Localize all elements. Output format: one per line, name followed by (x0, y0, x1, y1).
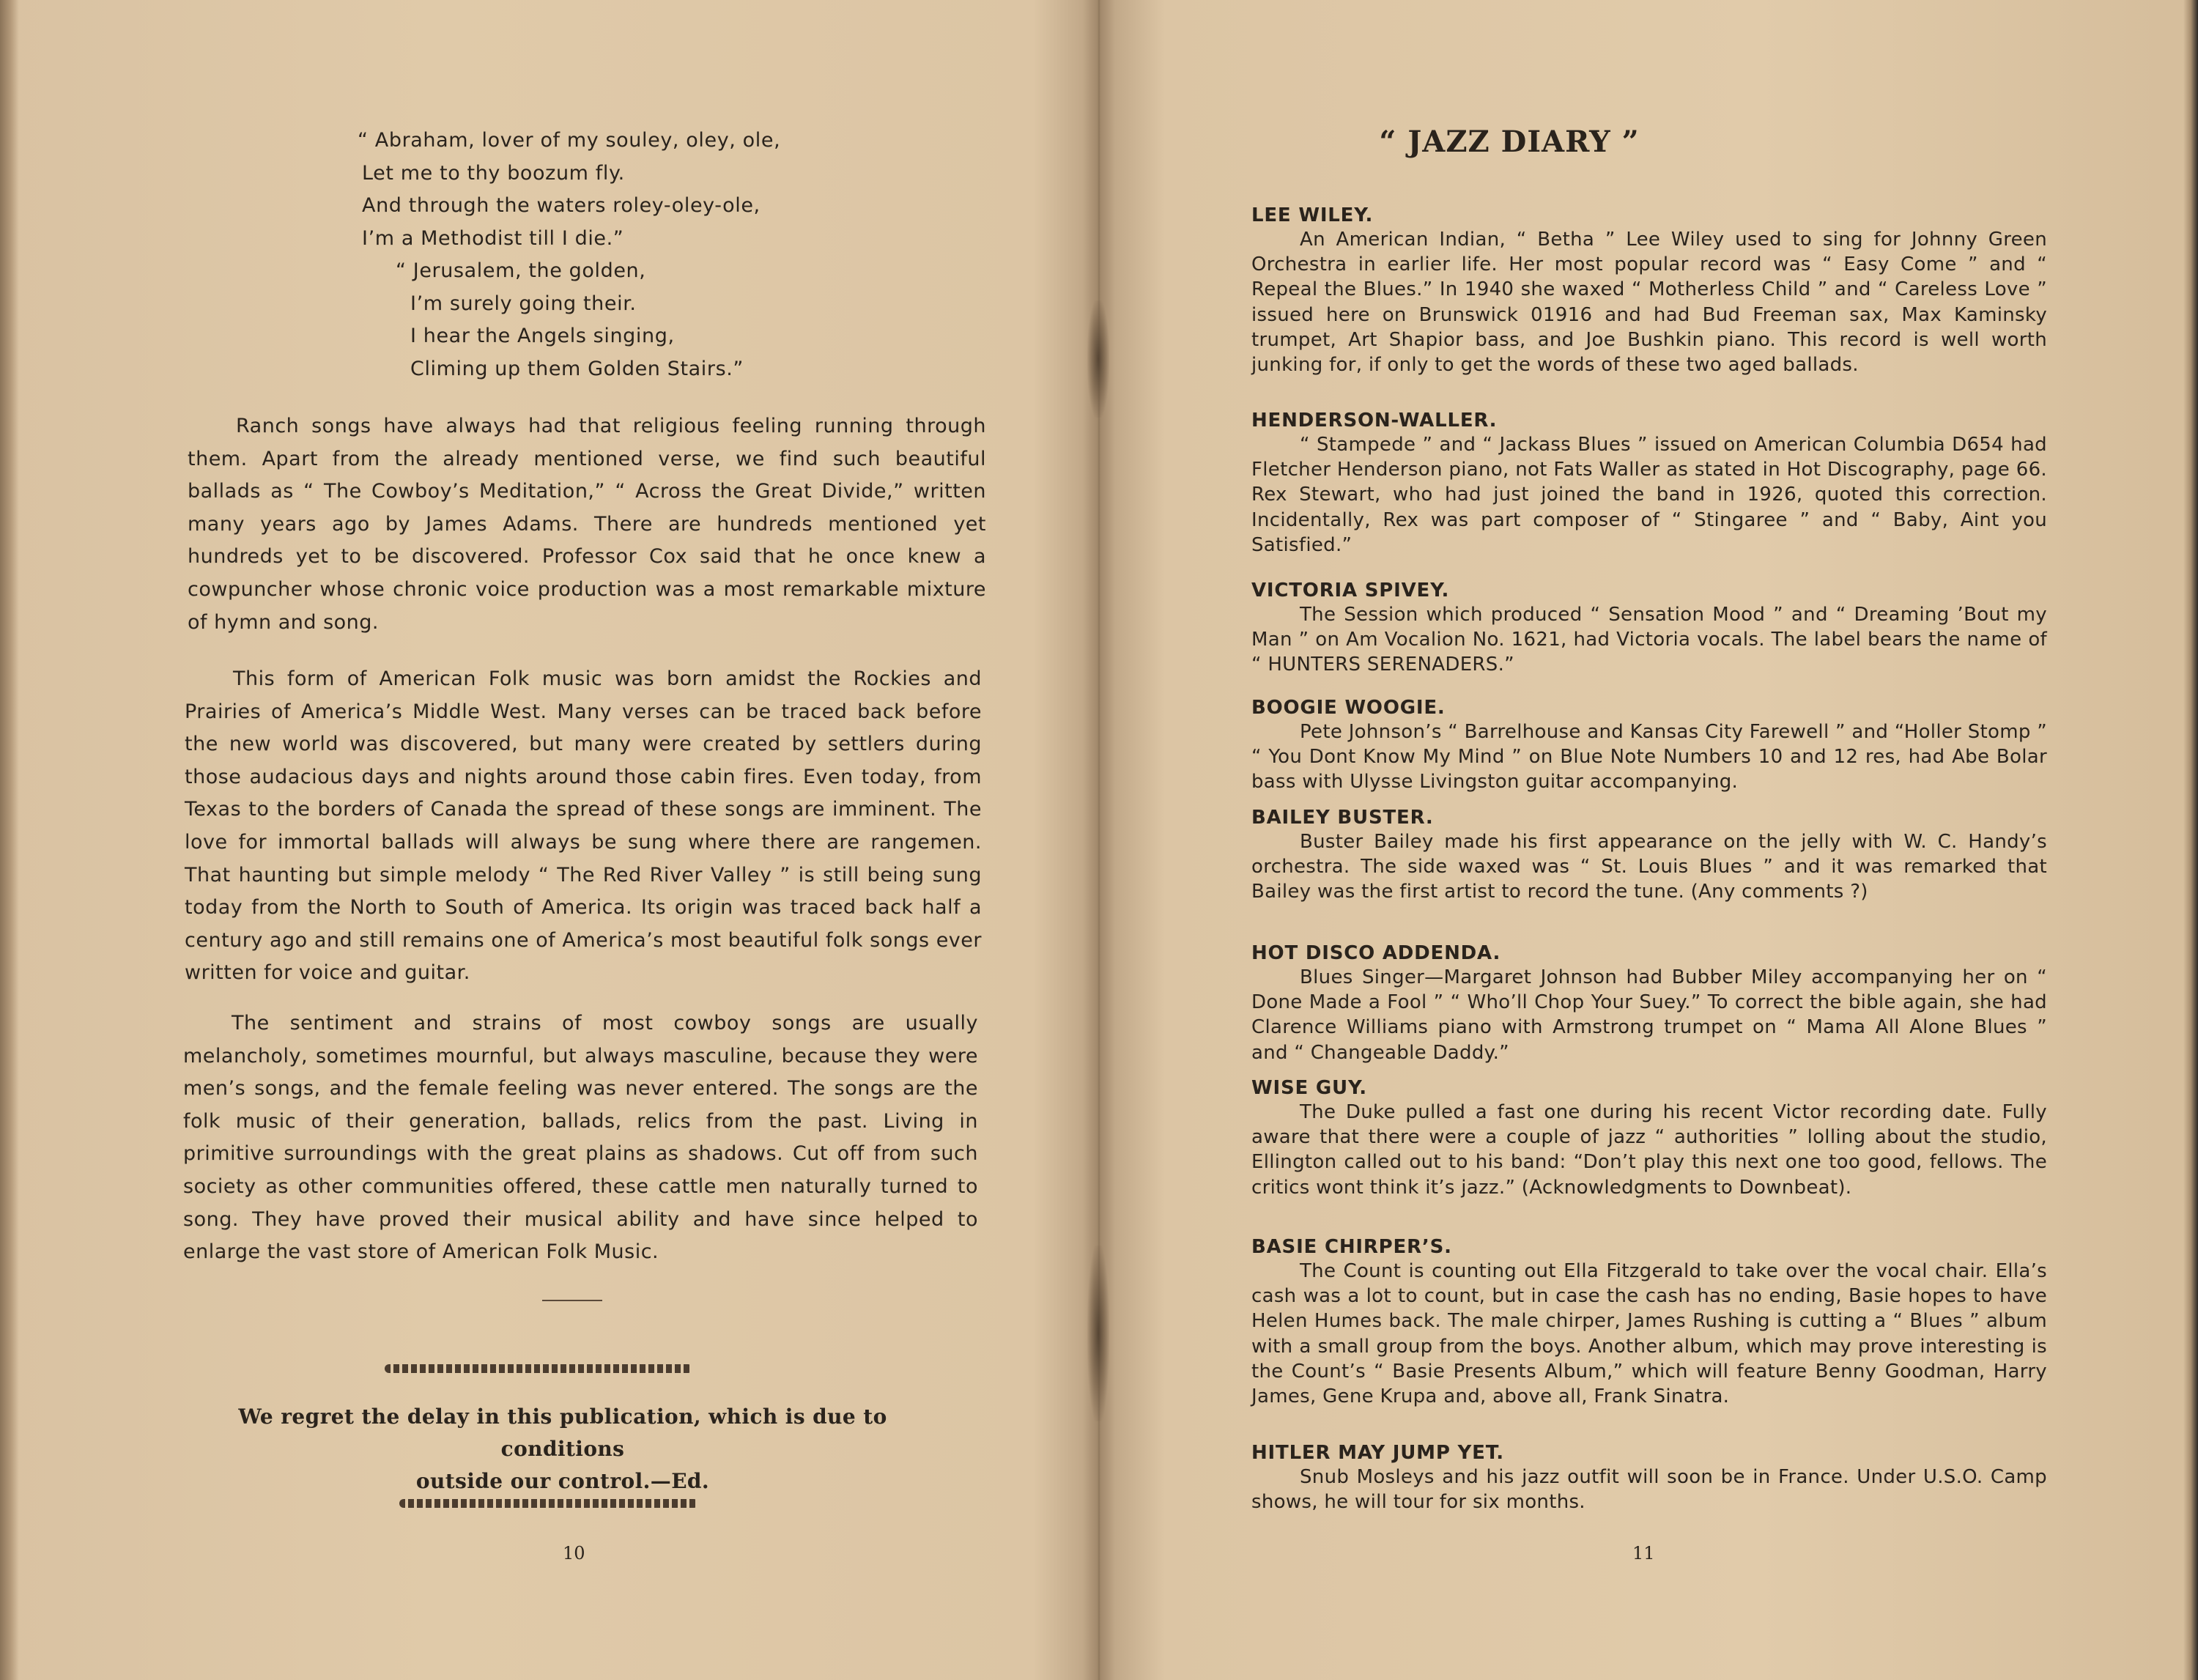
paragraph-text: This form of American Folk music was born amidst the Rockies and Prairies of America’s Middle West. Many verses can be traced back before the new world was discovered, but many were created by settlers during those audacious days and nights around those cabin fires. Even today, from Texas to the borders of Canada the spread of these songs are imminent. The love for immortal ballads will always be sung where there are rangemen. That haunting but simple melody “ The Red River Valley ” is still being sung today from the North to South of America. Its origin was traced back half a century ago and still remains one of America’s most beautiful folk songs ever written for voice and guitar. (185, 667, 982, 985)
diary-entry (1251, 1235, 2047, 1409)
entry-heading: HITLER MAY JUMP YET. (1251, 1442, 1504, 1464)
paragraph-text: The sentiment and strains of most cowboy songs are usually melancholy, sometimes mournful, but always masculine, because they were men’s songs, and the female feeling was never entered. The songs are the folk music of their generation, ballads, relics from the past. Living in primitive surroundings with the great plains as shadows. Cut off from such society as other communities offered, these cattle men naturally turned to song. They have proved their musical ability and have since helped to enlarge the vast store of American Folk Music. (183, 1012, 978, 1264)
entry-heading: VICTORIA SPIVEY. (1251, 580, 1450, 602)
notice-line: outside our control.—Ed. (415, 1469, 710, 1493)
entry-body: An American Indian, “ Betha ” Lee Wiley used to sing for Johnny Green Orchestra in earlier life. Her most popular record was “ Easy Come ” and “ Repeal the Blues.” In 1940 she waxed “ Motherless Child ” and “ Careless Love ” issued here on Brunswick 01916 and had Bud Freeman sax, Max Kaminsky trumpet, Art Shapior bass, and Joe Bushkin piano. This record is well worth junking for, if only to get the words of these two aged ballads. (1251, 229, 2047, 377)
diary-entry (1251, 806, 2047, 905)
entry-heading: HOT DISCO ADDENDA. (1251, 942, 1501, 964)
entry-heading: HENDERSON-WALLER. (1251, 410, 1498, 432)
paragraph-folk-music (185, 663, 982, 990)
entry-heading: BAILEY BUSTER. (1251, 807, 1434, 829)
entry-body: Pete Johnson’s “ Barrelhouse and Kansas City Farewell ” and “Holler Stomp ” “ You Dont Know My Mind ” on Blue Note Numbers 10 and 12 res, had Abe Bolar bass with Ulysse Livingston guitar accompanying. (1251, 721, 2047, 793)
diary-entry (1251, 409, 2047, 558)
poem-line: “ Jerusalem, the golden, (396, 259, 646, 282)
paragraph-sentiment (183, 1007, 978, 1269)
entry-body: The Duke pulled a fast one during his recent Victor recording date. Fully aware that there were a couple of jazz “ authorities ” lolling about the studio, Ellington called out to his band: “Don’t play this next one too good, fellows. The critics wont think it’s jazz.” (Acknowledgments to Downbeat). (1251, 1101, 2047, 1199)
entry-heading: WISE GUY. (1251, 1077, 1367, 1099)
entry-body: Blues Singer—Margaret Johnson had Bubber Miley accompanying her on “ Done Made a Fool ” “ Who’ll Chop Your Suey.” To correct the bible again, she had Clarence Williams piano with Armstrong trumpet on “ Mama All Alone Blues ” and “ Changeable Daddy.” (1251, 966, 2047, 1064)
diary-entry (1251, 204, 2047, 377)
notice-line: We regret the delay in this publication, which is due to conditions (238, 1405, 887, 1461)
entry-body: The Count is counting out Ella Fitzgerald to take over the vocal chair. Ella’s cash was a lot to count, but in case the cash has no ending, Basie hopes to have Helen Humes back. The male chirper, James Rushing is cutting a “ Blues ” album with a small group from the boys. Another album, which may prove interesting is the Count’s “ Basie Presents Album,” which will feature Benny Goodman, Harry James, Gene Krupa and, above all, Frank Sinatra. (1251, 1260, 2047, 1408)
paragraph-text: Ranch songs have always had that religious feeling running through them. Apart from the already mentioned verse, we find such beautiful ballads as “ The Cowboy’s Meditation,” “ Across the Great Divide,” written many years ago by James Adams. There are hundreds mentioned yet hundreds yet to be discovered. Professor Cox said that he once knew a cowpuncher whose chronic voice production was a most remarkable mixture of hymn and song. (188, 415, 986, 634)
entry-body: Buster Bailey made his first appearance on the jelly with W. C. Handy’s orchestra. The side waxed was “ St. Louis Blues ” and it was remarked that Bailey was the first artist to record the tune. (Any comments ?) (1251, 831, 2047, 903)
poem-line: I hear the Angels singing, (410, 325, 675, 347)
page-title: “ JAZZ DIARY ” (1379, 125, 1640, 159)
diary-entry (1251, 579, 2047, 678)
page-number-right: 11 (1632, 1543, 1655, 1564)
poem-line: Climing up them Golden Stairs.” (410, 357, 744, 380)
entry-heading: BASIE CHIRPER’S. (1251, 1236, 1452, 1258)
entry-heading: BOOGIE WOOGIE. (1251, 697, 1446, 719)
editor-notice (182, 1401, 944, 1498)
entry-body: The Session which produced “ Sensation Mood ” and “ Dreaming ’Bout my Man ” on Am Vocalion No. 1621, had Victoria vocals. The label bears the name of “ HUNTERS SERENADERS.” (1251, 604, 2047, 676)
poem-line: I’m a Methodist till I die.” (362, 226, 624, 250)
poem-line: And through the waters roley-oley-ole, (362, 194, 761, 217)
diary-entry (1251, 1076, 2047, 1200)
diary-entry (1251, 1441, 2047, 1514)
poem-line: “ Abraham, lover of my souley, oley, ole, (358, 129, 781, 152)
entry-body: Snub Mosleys and his jazz outfit will soon be in France. Under U.S.O. Camp shows, he will tour for six months. (1251, 1466, 2047, 1514)
diary-entry (1251, 696, 2047, 795)
entry-heading: LEE WILEY. (1251, 204, 1374, 226)
paragraph-ranch-songs (188, 410, 986, 639)
wavy-rule-bottom (399, 1499, 698, 1508)
section-divider (542, 1300, 602, 1301)
page-number-left: 10 (563, 1543, 585, 1564)
wavy-rule-top (385, 1364, 692, 1373)
entry-body: “ Stampede ” and “ Jackass Blues ” issued on American Columbia D654 had Fletcher Henderson piano, not Fats Waller as stated in Hot Discography, page 66. Rex Stewart, who had just joined the band in 1926, quoted this correction. Incidentally, Rex was part composer of “ Stingaree ” and “ Baby, Aint you Satisfied.” (1251, 434, 2047, 556)
poem-line: Let me to thy boozum fly. (362, 161, 625, 185)
poem-line: I’m surely going their. (410, 292, 637, 315)
diary-entry (1251, 941, 2047, 1065)
poem-verse (358, 125, 870, 385)
